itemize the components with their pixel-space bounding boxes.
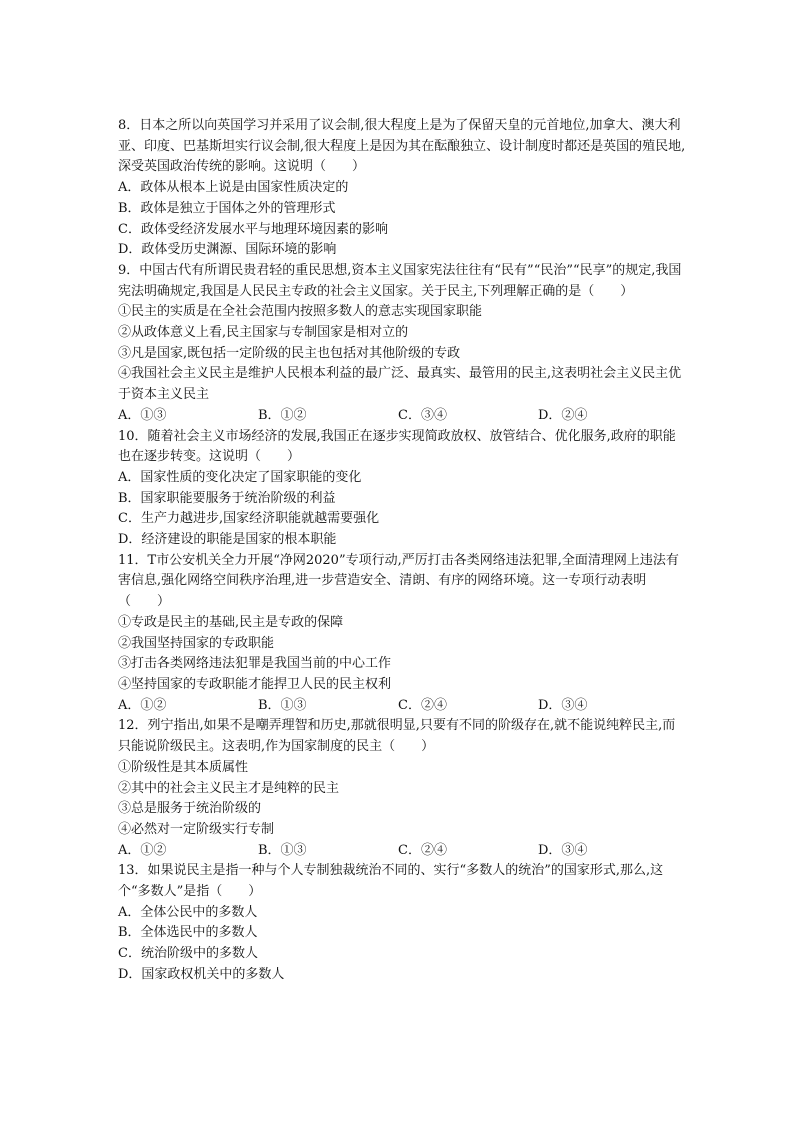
question-13-option-a: A．全体公民中的多数人 [118,904,258,920]
question-9-item-3: ③凡是国家,既包括一定阶级的民主也包括对其他阶级的专政 [118,345,461,361]
question-11-item-1: ①专政是民主的基础,民主是专政的保障 [118,614,344,630]
question-11-item-3: ③打击各类网络违法犯罪是我国当前的中心工作 [118,656,392,672]
question-12-item-1: ①阶级性是其本质属性 [118,759,249,775]
exam-page [118,116,688,986]
question-12-option-a: A．①② [118,842,167,858]
question-11-options [118,696,688,717]
question-12-item-4: ④必然对一定阶级实行专制 [118,821,275,837]
question-10-option-c: C．生产力越进步,国家经济职能就越需要强化 [118,511,380,527]
question-9-options [118,406,688,427]
question-9-item-1: ①民主的实质是在全社会范围内按照多数人的意志实现国家职能 [118,304,483,320]
question-13-option-d: D．国家政权机关中的多数人 [118,966,285,982]
question-10-stem: 10．随着社会主义市场经济的发展,我国正在逐步实现简政放权、放管结合、优化服务,政府的职能也在逐步转变。这说明（ ） [118,428,676,465]
question-8-option-c: C．政体受经济发展水平与地理环境因素的影响 [118,221,388,237]
question-8-option-b: B．政体是独立于国体之外的管理形式 [118,200,336,216]
question-9-option-d: D．②④ [538,407,588,423]
question-9-stem: 9．中国古代有所谓民贵君轻的重民思想,资本主义国家宪法往往有“民有”“民治”“民享”的规定,我国宪法明确规定,我国是人民民主专政的社会主义国家。关于民主,下列理解正确的是（ ） [118,262,682,299]
question-13-option-c: C．统治阶级中的多数人 [118,946,258,962]
question-10-option-a: A．国家性质的变化决定了国家职能的变化 [118,469,362,485]
question-10-option-b: B．国家职能要服务于统治阶级的利益 [118,490,336,506]
question-13-stem: 13．如果说民主是指一种与个人专制独裁统治不同的、实行“多数人的统治”的国家形式,那么,这个“多数人”是指（ ） [118,863,664,900]
question-9-item-4: ④我国社会主义民主是维护人民根本利益的最广泛、最真实、最管用的民主,这表明社会主义民主优于资本主义民主 [118,366,682,403]
question-9-option-a: A．①③ [118,407,167,423]
question-12-option-d: D．③④ [538,842,588,858]
question-11-option-b: B．①③ [258,697,307,713]
question-12-stem: 12．列宁指出,如果不是嘲弄理智和历史,那就很明显,只要有不同的阶级存在,就不能说纯粹民主,而只能说阶级民主。这表明,作为国家制度的民主（ ） [118,718,676,755]
question-12-item-2: ②其中的社会主义民主才是纯粹的民主 [118,780,340,796]
question-11-option-c: C．②④ [398,697,447,713]
question-8-option-a: A．政体从根本上说是由国家性质决定的 [118,180,349,196]
question-11-stem: 11．T市公安机关全力开展“净网2020”专项行动,严厉打击各类网络违法犯罪,全面清理网上违法有害信息,强化网络空间秩序治理,进一步营造安全、清朗、有序的网络环境。这一专项行动表明（ ） [118,552,679,610]
question-12-options [118,841,688,862]
question-11-option-a: A．①② [118,697,167,713]
question-11-option-d: D．③④ [538,697,588,713]
question-9-option-b: B．①② [258,407,307,423]
question-9-option-c: C．③④ [398,407,447,423]
question-11-item-4: ④坚持国家的专政职能才能捍卫人民的民主权利 [118,676,392,692]
question-8-option-d: D．政体受历史渊源、国际环境的影响 [118,242,337,258]
question-11-item-2: ②我国坚持国家的专政职能 [118,635,275,651]
question-12-option-c: C．②④ [398,842,447,858]
question-9-item-2: ②从政体意义上看,民主国家与专制国家是相对立的 [118,325,409,341]
question-12-option-b: B．①③ [258,842,307,858]
question-10-option-d: D．经济建设的职能是国家的根本职能 [118,532,337,548]
question-12-item-3: ③总是服务于统治阶级的 [118,801,262,817]
question-13-option-b: B．全体选民中的多数人 [118,925,258,941]
question-8-stem: 8．日本之所以向英国学习并采用了议会制,很大程度上是为了保留天皇的元首地位,加拿大、澳大利亚、印度、巴基斯坦实行议会制,很大程度上是因为其在酝酿独立、设计制度时都还是英国的殖民地,深受英国政治传统的影响。这说明（ ） [118,118,686,175]
